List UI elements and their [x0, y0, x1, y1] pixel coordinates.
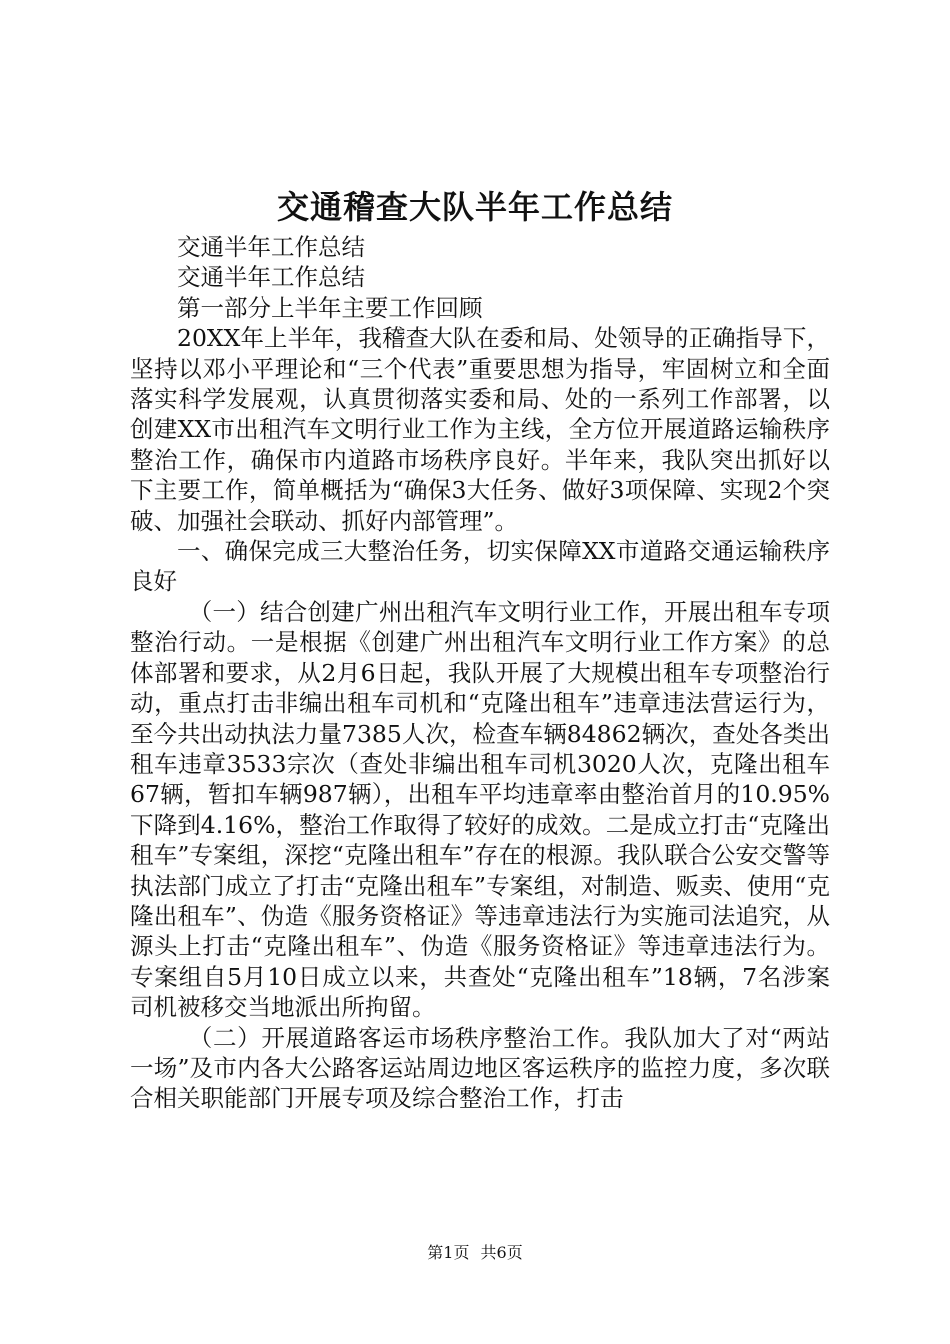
paragraph-intro: 20XX年上半年，我稽查大队在委和局、处领导的正确指导下，坚持以邓小平理论和“三个代表”重要思想为指导，牢固树立和全面落实科学发展观，认真贯彻落实委和局、处的一系列工作部署，以创建XX市出租汽车文明行业工作为主线，全方位开展道路运输秩序整治工作，确保市内道路市场秩序良好。半年来，我队突出抓好以下主要工作，简单概括为“确保3大任务、做好3项保障、实现2个突破、加强社会联动、抓好内部管理”。	[130, 324, 830, 535]
page-footer	[0, 1242, 950, 1264]
paragraph-subtitle-1: 交通半年工作总结	[177, 233, 365, 261]
paragraph-item-two: （二）开展道路客运市场秩序整治工作。我队加大了对“两站一场”及市内各大公路客运站周边地区客运秩序的监控力度，多次联合相关职能部门开展专项及综合整治工作，打击	[130, 1023, 830, 1113]
page-number: 第1页	[427, 1243, 470, 1262]
paragraph-heading-one: 一、确保完成三大整治任务，切实保障XX市道路交通运输秩序良好	[130, 537, 830, 596]
paragraph-subtitle-2: 交通半年工作总结	[177, 263, 365, 292]
page-total: 共6页	[480, 1243, 523, 1262]
document-body	[130, 232, 830, 1114]
section-heading: 第一部分上半年主要工作回顾	[177, 293, 483, 322]
paragraph-item-one: （一）结合创建广州出租汽车文明行业工作，开展出租车专项整治行动。一是根据《创建广州出租汽车文明行业工作方案》的总体部署和要求，从2月6日起，我队开展了大规模出租车专项整治行动，重点打击非编出租车司机和“克隆出租车”违章违法营运行为，至今共出动执法力量7385人次，检查车辆84862辆次，查处各类出租车违章3533宗次（查处非编出租车司机3020人次，克隆出租车67辆，暂扣车辆987辆），出租车平均违章率由整治首月的10.95%下降到4.16%，整治工作取得了较好的成效。二是成立打击“克隆出租车”专案组，深挖“克隆出租车”存在的根源。我队联合公安交警等执法部门成立了打击“克隆出租车”专案组，对制造、贩卖、使用“克隆出租车”、伪造《服务资格证》等违章违法行为实施司法追究，从源头上打击“克隆出租车”、伪造《服务资格证》等违章违法行为。专案组自5月10日成立以来，共查处“克隆出租车”18辆，7名涉案司机被移交当地派出所拘留。	[130, 597, 830, 1022]
document-title: 交通稽查大队半年工作总结	[276, 188, 673, 226]
